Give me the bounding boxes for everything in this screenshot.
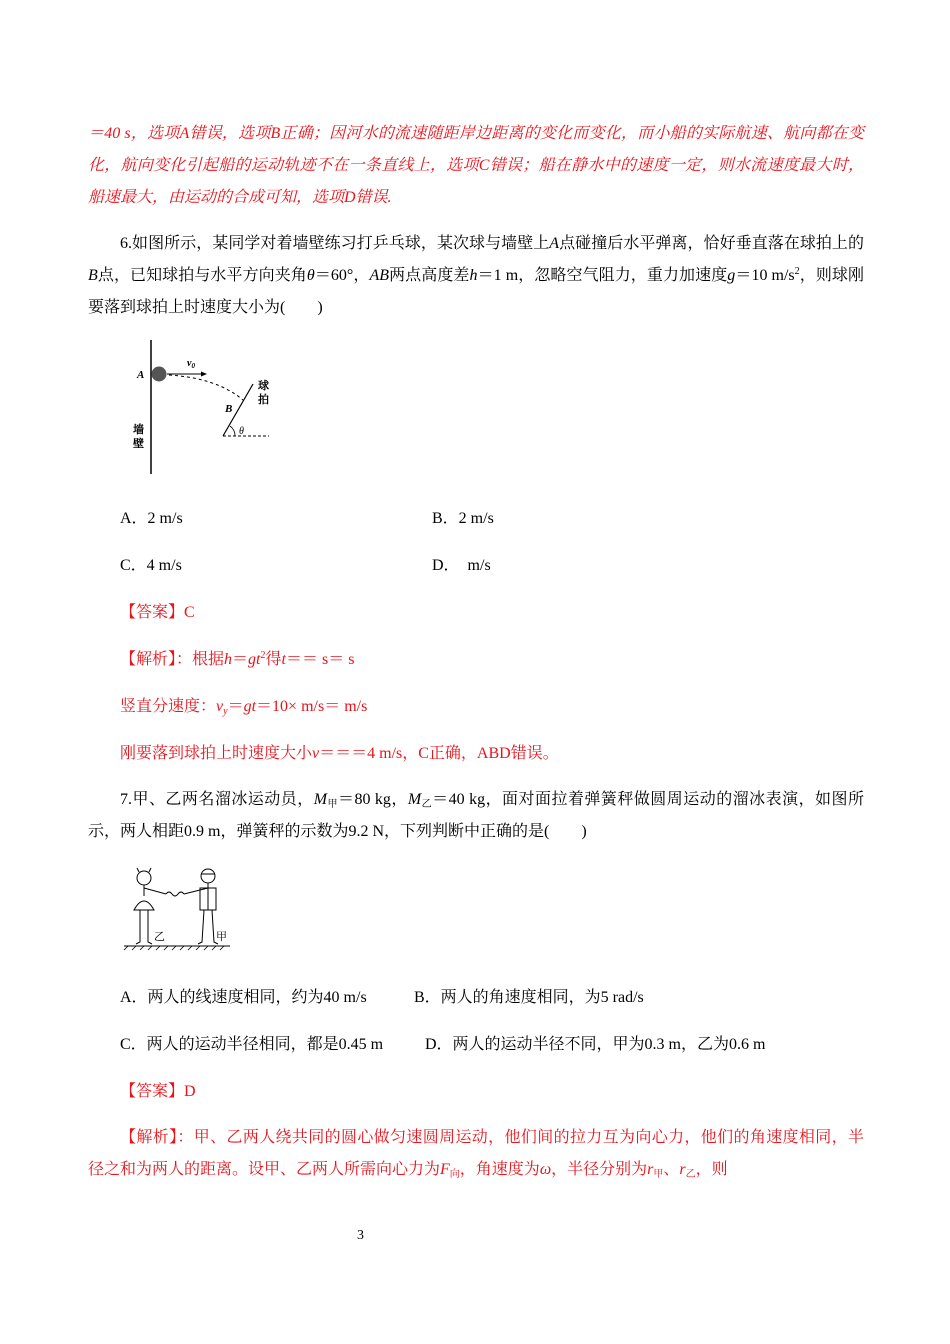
q6-wall-racket-figure: [125, 338, 285, 478]
ping-pong-ball: [152, 367, 167, 382]
omega-symbol: ω: [539, 1161, 552, 1178]
subscript: 乙: [421, 799, 433, 810]
label-v0: [187, 358, 195, 370]
subscript: 甲: [327, 799, 338, 810]
point-a: A: [549, 235, 560, 252]
label-jia: 甲: [216, 930, 227, 943]
analysis-tag: 【解析】: [120, 1129, 178, 1146]
label-v0-main: v: [187, 358, 192, 369]
label-racket-1: 球: [258, 379, 269, 392]
velocity-symbol: v: [216, 698, 224, 715]
gt-symbol: gt: [243, 698, 257, 715]
label-wall-2: 壁: [133, 437, 144, 450]
label-yi: 乙: [154, 930, 165, 943]
q7-option-d: D．两人的运动半径不同，甲为0.3 m，乙为0.6 m: [425, 1036, 766, 1053]
analysis-text: 得: [265, 651, 282, 668]
q6-final-velocity: [120, 744, 559, 764]
q6-vertical-velocity: [120, 697, 367, 717]
subscript: y: [223, 706, 228, 717]
ground-hatch: [124, 946, 224, 950]
q6-analysis: [120, 650, 354, 670]
analysis-text: ＝: [232, 651, 249, 668]
q7-stem-part: ＝40 kg，面对面拉着弹簧秤做圆周运动的溜冰表演，如图所示，两人相距0.9 m，弹簧秤的示数为9.2 N，下列判断中正确的是( ): [88, 791, 864, 840]
q7-option-c: C．两人的运动半径相同，都是0.45 m: [120, 1036, 384, 1053]
subscript: 向: [449, 1169, 460, 1180]
subscript: 甲: [653, 1169, 664, 1180]
q6-stem-part: ＝10 m/s: [735, 267, 795, 284]
analysis-text: 刚要落到球拍上时速度大小: [120, 745, 313, 762]
trajectory-path: [169, 375, 243, 400]
analysis-text: ＝＝＝4 m/s，C正确，ABD错误。: [319, 745, 559, 762]
label-wall-1: 墙: [133, 423, 144, 436]
analysis-text: ＝10× m/s＝ m/s: [256, 698, 368, 715]
q6-stem-part: 6.如图所示，某同学对着墙壁练习打乒乓球，某次球与墙壁上: [120, 235, 550, 252]
analysis-text: 、: [663, 1161, 680, 1178]
force-symbol: F: [440, 1161, 450, 1178]
label-racket-2: 拍: [258, 393, 269, 406]
analysis-text: ＝＝ s＝ s: [285, 651, 355, 668]
answer-tag: 【答案】: [120, 604, 185, 621]
q6-option-a: A．2 m/s: [120, 510, 183, 527]
answer-value: D: [184, 1083, 196, 1100]
analysis-text: ：甲、乙两人绕共同的圆心做匀速圆周运动，他们间的拉力互为向心力，他们的角速度相同，半径之和为两人的距离。设甲、乙两人所需向心力为: [88, 1129, 864, 1178]
q7-stem-part: 7.甲、乙两名溜冰运动员，: [120, 791, 314, 808]
q6-stem-part: 点碰撞后水平弹离，恰好垂直落在球拍上的: [559, 235, 864, 252]
page-number: 3: [357, 1228, 364, 1243]
analysis-text: ，半径分别为: [551, 1161, 648, 1178]
q7-option-b: B．两人的角速度相同，为5 rad/s: [414, 989, 644, 1006]
analysis-text: ，则: [695, 1161, 728, 1178]
label-b: B: [225, 403, 233, 415]
theta-symbol: θ: [306, 267, 315, 284]
q6-stem-part: ，则球刚要落到球拍上时速度大小为( ): [88, 267, 864, 316]
q6-answer: [120, 603, 195, 623]
v0-arrow-head: [201, 372, 207, 377]
q6-stem-part: ＝60°，: [314, 267, 370, 284]
prev-solution-text: ＝40 s，选项A错误，选项B正确；因河水的流速随距岸边距离的变化而变化，而小船的实际航速、航向都在变化，航向变化引起船的运动轨迹不在一条直线上，选项C错误；船在静水中的速度一定，则水流速度最大时，船速最大，由运动的合成可知，选项D错误.: [88, 125, 864, 206]
q6-stem: [88, 228, 864, 324]
gt-symbol: gt: [248, 651, 261, 668]
height-symbol: h: [469, 267, 478, 284]
q7-answer: [120, 1082, 196, 1102]
height-symbol: h: [224, 651, 233, 668]
segment-ab: AB: [369, 267, 390, 284]
q7-stem: [88, 784, 864, 848]
q6-option-b: B．2 m/s: [432, 510, 494, 527]
superscript: 2: [794, 266, 800, 277]
radius-symbol: r: [679, 1161, 686, 1178]
q6-stem-part: 两点高度差: [389, 267, 470, 284]
analysis-text: ：根据: [176, 651, 225, 668]
q7-stem-part: ＝80 kg，: [337, 791, 408, 808]
answer-value: C: [184, 604, 195, 621]
skater-jia: [184, 869, 218, 944]
angle-arc: [230, 426, 235, 436]
label-theta: θ: [239, 426, 244, 437]
q7-analysis: [88, 1122, 864, 1186]
analysis-text: ，角速度为: [459, 1161, 540, 1178]
gravity-symbol: g: [727, 267, 736, 284]
subscript: 乙: [685, 1169, 696, 1180]
superscript: 2: [260, 650, 266, 661]
q6-stem-part: 点，已知球拍与水平方向夹角: [97, 267, 307, 284]
mass-symbol: M: [407, 791, 422, 808]
q6-stem-part: ＝1 m，忽略空气阻力，重力加速度: [477, 267, 728, 284]
analysis-tag: 【解析】: [120, 651, 177, 668]
mass-symbol: M: [313, 791, 328, 808]
analysis-text: ＝: [227, 698, 244, 715]
q7-skaters-figure: [120, 862, 232, 952]
vertical-velocity-label: 竖直分速度：: [120, 698, 217, 715]
q7-option-a: A．两人的线速度相同，约为40 m/s: [120, 989, 367, 1006]
spring-scale: [166, 892, 184, 896]
label-v0-sub: 0: [191, 362, 195, 370]
point-b: B: [88, 267, 98, 284]
q6-option-d: D． m/s: [432, 557, 491, 574]
radius-symbol: r: [647, 1161, 654, 1178]
label-a: A: [137, 369, 145, 381]
answer-tag: 【答案】: [120, 1083, 185, 1100]
time-symbol: t: [281, 651, 286, 668]
velocity-symbol: v: [312, 745, 320, 762]
q6-option-c: C．4 m/s: [120, 557, 182, 574]
